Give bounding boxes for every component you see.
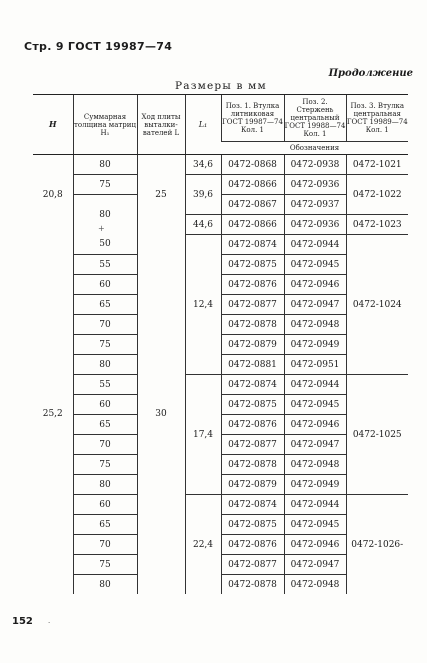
cell-pos3: 0472-1024 [346, 235, 408, 375]
cell-pos1: 0472-0876 [221, 535, 284, 555]
stray-tick-mark: · [48, 619, 51, 627]
cell-l1: 44,6 [185, 215, 221, 235]
cell-h1: 80 [73, 355, 137, 375]
cell-l1: 17,4 [185, 375, 221, 495]
cell-h1: 60 [73, 275, 137, 295]
cell-h1: 80 [73, 575, 137, 595]
cell-pos2: 0472-0944 [284, 495, 346, 515]
cell-h1: 80 [73, 475, 137, 495]
running-head: Стр. 9 ГОСТ 19987—74 [24, 40, 173, 53]
cell-h1: 65 [73, 295, 137, 315]
cell-pos2: 0472-0948 [284, 575, 346, 595]
cell-pos2: 0472-0949 [284, 335, 346, 355]
page-number: 152 [12, 616, 33, 627]
cell-h1: 65 [73, 515, 137, 535]
cell-pos1: 0472-0874 [221, 235, 284, 255]
col-header-total-thickness: Суммарная толщина матриц H₁ [73, 95, 137, 155]
cell-pos2: 0472-0944 [284, 375, 346, 395]
table-row [33, 155, 408, 175]
table-row [33, 375, 408, 395]
cell-pos2: 0472-0945 [284, 395, 346, 415]
cell-pos1: 0472-0874 [221, 375, 284, 395]
cell-pos2: 0472-0946 [284, 275, 346, 295]
cell-pos2: 0472-0948 [284, 315, 346, 335]
cell-pos3: 0472-1021 [346, 155, 408, 175]
cell-pos1: 0472-0877 [221, 295, 284, 315]
cell-h: 20,8 [42, 189, 63, 200]
table-row [33, 235, 408, 255]
cell-pos1: 0472-0866 [221, 215, 284, 235]
cell-pos2: 0472-0947 [284, 555, 346, 575]
cell-pos1: 0472-0877 [221, 555, 284, 575]
cell-l1: 34,6 [185, 155, 221, 175]
col-header-stroke: Ход плиты выталки-вателей L [137, 95, 185, 155]
cell-pos3: 0472-1025 [346, 375, 408, 495]
col-header-l1: L₁ [185, 95, 221, 155]
cell-pos1: 0472-0875 [221, 515, 284, 535]
cell-pos1: 0472-0878 [221, 315, 284, 335]
cell-h1: 75 [73, 455, 137, 475]
cell-h1: 75 [73, 335, 137, 355]
cell-l1: 22,4 [185, 495, 221, 595]
cell-h: 25,2 [42, 409, 63, 420]
cell-h1: 80 [73, 195, 137, 235]
cell-pos2: 0472-0946 [284, 415, 346, 435]
cell-pos2: 0472-0951 [284, 355, 346, 375]
cell-pos1: 0472-0867 [221, 195, 284, 215]
spec-table [33, 94, 408, 594]
cell-l1: 39,6 [185, 175, 221, 215]
col-header-designation: Обозначения [221, 142, 408, 155]
cell-pos1: 0472-0876 [221, 275, 284, 295]
cell-pos2: 0472-0936 [284, 215, 346, 235]
table-row [33, 495, 408, 515]
cell-pos2: 0472-0947 [284, 295, 346, 315]
cell-pos2: 0472-0949 [284, 475, 346, 495]
cell-h1: 55 [73, 375, 137, 395]
cell-pos1: 0472-0875 [221, 395, 284, 415]
cell-h1: 80 [73, 155, 137, 175]
stray-plus-mark: + [98, 224, 105, 233]
cell-pos3: 0472-1022 [346, 175, 408, 215]
cell-h1: 70 [73, 535, 137, 555]
col-header-h: H [33, 95, 73, 155]
cell-pos2: 0472-0945 [284, 255, 346, 275]
cell-pos2: 0472-0945 [284, 515, 346, 535]
cell-pos2: 0472-0946 [284, 535, 346, 555]
cell-pos1: 0472-0875 [221, 255, 284, 275]
table-row [33, 175, 408, 195]
col-header-pos1: Поз. 1. Втулка литниковая ГОСТ 19987—74 Кол. 1 [221, 95, 284, 142]
cell-h1: 60 [73, 495, 137, 515]
cell-pos1: 0472-0879 [221, 335, 284, 355]
cell-pos1: 0472-0877 [221, 435, 284, 455]
cell-stroke: 30 [137, 235, 185, 595]
cell-h1: 50 [73, 235, 137, 255]
cell-pos2: 0472-0937 [284, 195, 346, 215]
cell-h1: 75 [73, 555, 137, 575]
cell-pos1: 0472-0876 [221, 415, 284, 435]
cell-h1: 65 [73, 415, 137, 435]
cell-pos1: 0472-0874 [221, 495, 284, 515]
cell-pos3: 0472-1023 [346, 215, 408, 235]
cell-pos1: 0472-0868 [221, 155, 284, 175]
cell-h1: 70 [73, 435, 137, 455]
cell-pos3: 0472-1026- [346, 495, 408, 595]
cell-pos2: 0472-0947 [284, 435, 346, 455]
col-header-pos3: Поз. 3. Втулка центральная ГОСТ 19989—74 Кол. 1 [346, 95, 408, 142]
spec-table-body [33, 155, 408, 595]
cell-pos2: 0472-0948 [284, 455, 346, 475]
size-title: Размеры в мм [175, 80, 267, 92]
cell-h1: 70 [73, 315, 137, 335]
continuation-label: Продолжение [328, 68, 413, 79]
cell-pos2: 0472-0936 [284, 175, 346, 195]
cell-l1: 12,4 [185, 235, 221, 375]
cell-stroke: 25 [137, 155, 185, 235]
cell-pos2: 0472-0944 [284, 235, 346, 255]
cell-h1: 60 [73, 395, 137, 415]
col-header-pos2: Поз. 2. Стержень центральный ГОСТ 19988—74 Кол. 1 [284, 95, 346, 142]
cell-pos1: 0472-0866 [221, 175, 284, 195]
cell-pos1: 0472-0879 [221, 475, 284, 495]
cell-pos1: 0472-0878 [221, 575, 284, 595]
cell-h1: 55 [73, 255, 137, 275]
cell-pos1: 0472-0878 [221, 455, 284, 475]
cell-pos2: 0472-0938 [284, 155, 346, 175]
cell-pos1: 0472-0881 [221, 355, 284, 375]
cell-h1: 75 [73, 175, 137, 195]
